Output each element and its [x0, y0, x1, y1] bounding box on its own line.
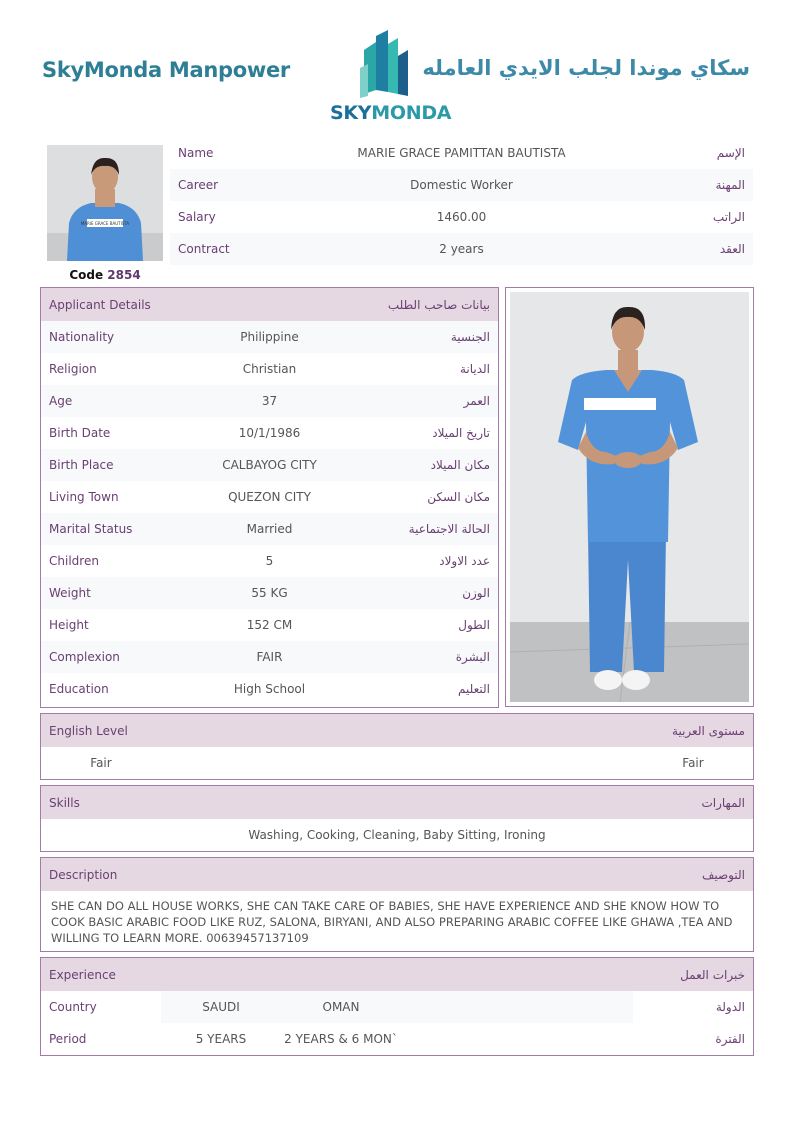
language-level-header: English Level مستوى العربية	[41, 714, 753, 747]
experience-period-1: 5 YEARS	[195, 1032, 247, 1046]
detail-row-birth-place: Birth Place CALBAYOG CITY مكان الميلاد	[41, 449, 498, 481]
detail-row-living-town: Living Town QUEZON CITY مكان السكن	[49, 490, 490, 504]
experience-country-2: OMAN	[322, 1000, 360, 1014]
skills-panel	[40, 785, 754, 852]
applicant-details-panel	[40, 287, 499, 708]
profile-row-salary: Salary 1460.00 الراتب	[178, 210, 745, 224]
brand-name-arabic: سكاي موندا لجلب الايدي العامله	[422, 56, 750, 80]
applicant-details-list	[41, 321, 498, 705]
language-level-panel	[40, 713, 754, 780]
experience-header: Experience خبرات العمل	[41, 958, 753, 991]
code-value: 2854	[107, 268, 141, 282]
detail-row-complexion: Complexion FAIR البشرة	[41, 641, 498, 673]
detail-row-marital-status: Marital Status Married الحالة الاجتماعية	[41, 513, 498, 545]
applicant-thumbnail-photo	[47, 145, 163, 261]
brand-name-english: SkyMonda Manpower	[42, 58, 290, 82]
english-level-value: Fair	[90, 756, 112, 770]
experience-panel	[40, 957, 754, 1056]
name-tag-text: MARIE GRACE BAUTISTA	[80, 221, 130, 226]
description-header: Description التوصيف	[41, 858, 753, 891]
profile-row-career: Career Domestic Worker المهنة	[170, 169, 753, 201]
applicant-details-header: Applicant Details بيانات صاحب الطلب	[41, 288, 498, 321]
detail-row-children: Children 5 عدد الاولاد	[49, 554, 490, 568]
profile-summary-table	[170, 137, 753, 265]
profile-row-contract: Contract 2 years العقد	[170, 233, 753, 265]
experience-country-row: Country SAUDI OMAN الدولة	[41, 991, 753, 1023]
experience-period-row: Period 5 YEARS 2 YEARS & 6 MON` الفترة	[41, 1023, 753, 1055]
detail-row-birth-date: Birth Date 10/1/1986 تاريخ الميلاد	[49, 426, 490, 440]
detail-row-weight: Weight 55 KG الوزن	[41, 577, 498, 609]
experience-period-2: 2 YEARS & 6 MON`	[284, 1032, 398, 1046]
applicant-code: Code 2854	[69, 268, 141, 282]
arabic-level-value: Fair	[682, 756, 704, 770]
detail-row-religion: Religion Christian الديانة	[49, 362, 490, 376]
description-panel	[40, 857, 754, 952]
description-text: SHE CAN DO ALL HOUSE WORKS, SHE CAN TAKE CARE OF BABIES, SHE HAVE EXPERIENCE AND SHE KNOW HOW TO COOK BASIC ARABIC FOOD LIKE RUZ, SALONA, BIRYANI, AND ALSO PREPARING ARABIC COFFEE LIKE GHAWA ,TEA AND WILLING TO LEARN MORE. 00639457137109	[51, 899, 733, 945]
page-header	[0, 0, 794, 135]
detail-row-education: Education High School التعليم	[49, 682, 490, 696]
language-level-row	[41, 747, 753, 779]
detail-row-height: Height 152 CM الطول	[49, 618, 490, 632]
logo-mark-icon	[358, 30, 416, 100]
logo-wordmark: SKYMONDA	[330, 102, 452, 124]
skills-value: Washing, Cooking, Cleaning, Baby Sitting, Ironing	[248, 828, 546, 842]
detail-row-nationality: Nationality Philippine الجنسية	[41, 321, 498, 353]
skills-header: Skills المهارات	[41, 786, 753, 819]
detail-row-age: Age 37 العمر	[41, 385, 498, 417]
experience-country-1: SAUDI	[202, 1000, 240, 1014]
profile-row-name: Name MARIE GRACE PAMITTAN BAUTISTA الإسم	[178, 146, 745, 160]
applicant-full-photo	[505, 287, 754, 707]
